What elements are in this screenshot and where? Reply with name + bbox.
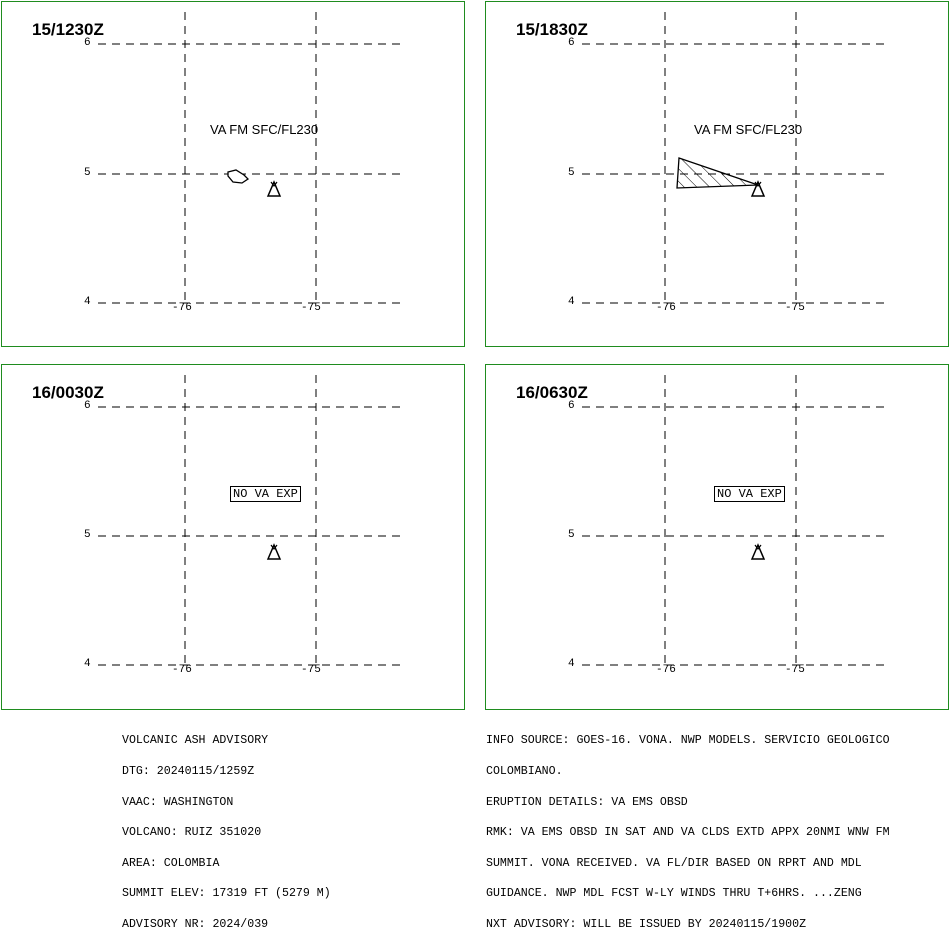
va-level-label: VA FM SFC/FL230 xyxy=(210,122,319,137)
lat-label-4: 4 xyxy=(84,296,91,308)
advisory-header-block xyxy=(122,716,331,940)
panel-time: 15/1230Z xyxy=(32,20,104,39)
lat-label-4: 4 xyxy=(84,658,91,670)
volcano-icon xyxy=(752,545,764,559)
no-va-exp-label: NO VA EXP xyxy=(714,486,785,502)
lon-label-76: -76 xyxy=(656,664,676,676)
lat-label-5: 5 xyxy=(84,529,91,541)
advisory-line: AREA: COLOMBIA xyxy=(122,856,220,870)
lat-label-6: 6 xyxy=(84,400,91,412)
advisory-line: VOLCANIC ASH ADVISORY xyxy=(122,734,269,748)
map-panel-1 xyxy=(1,1,465,347)
advisory-line: SUMMIT ELEV: 17319 FT (5279 M) xyxy=(122,887,331,901)
map-grid xyxy=(2,2,466,348)
ash-polygon xyxy=(677,158,758,188)
advisory-line: COLOMBIANO. xyxy=(486,765,563,778)
panel-time: 15/1830Z xyxy=(516,20,588,39)
advisory-line: DTG: 20240115/1259Z xyxy=(122,765,255,778)
lat-label-6: 6 xyxy=(84,37,91,49)
panel-time: 16/0030Z xyxy=(32,383,104,402)
advisory-line: RMK: VA EMS OBSD IN SAT AND VA CLDS EXTD APPX 20NMI WNW FM xyxy=(486,826,890,840)
lat-label-6: 6 xyxy=(568,37,575,49)
lon-label-75: -75 xyxy=(301,664,321,676)
advisory-remarks-block xyxy=(486,716,890,940)
lat-label-6: 6 xyxy=(568,400,575,412)
lat-label-5: 5 xyxy=(84,167,91,179)
map-grid xyxy=(486,2,950,348)
lon-label-75: -75 xyxy=(785,664,805,676)
no-va-exp-label: NO VA EXP xyxy=(230,486,301,502)
advisory-line: GUIDANCE. NWP MDL FCST W-LY WINDS THRU T+6HRS. ...ZENG xyxy=(486,887,862,901)
advisory-line: VOLCANO: RUIZ 351020 xyxy=(122,826,262,840)
volcano-icon xyxy=(268,182,280,196)
advisory-line: INFO SOURCE: GOES-16. VONA. NWP MODELS. SERVICIO GEOLOGICO xyxy=(486,734,890,748)
panel-time: 16/0630Z xyxy=(516,383,588,402)
lat-label-5: 5 xyxy=(568,167,575,179)
lat-label-5: 5 xyxy=(568,529,575,541)
advisory-line: NXT ADVISORY: WILL BE ISSUED BY 20240115/1900Z xyxy=(486,917,807,931)
advisory-line: ERUPTION DETAILS: VA EMS OBSD xyxy=(486,795,688,809)
lon-label-76: -76 xyxy=(172,664,192,676)
lon-label-76: -76 xyxy=(172,302,192,314)
map-grid xyxy=(486,365,950,711)
volcano-icon xyxy=(268,545,280,559)
lat-label-4: 4 xyxy=(568,296,575,308)
va-level-label: VA FM SFC/FL230 xyxy=(694,122,803,137)
lon-label-76: -76 xyxy=(656,302,676,314)
advisory-line: ADVISORY NR: 2024/039 xyxy=(122,917,269,931)
advisory-line: VAAC: WASHINGTON xyxy=(122,795,234,809)
lon-label-75: -75 xyxy=(785,302,805,314)
lon-label-75: -75 xyxy=(301,302,321,314)
lat-label-4: 4 xyxy=(568,658,575,670)
map-panel-4 xyxy=(485,364,949,710)
map-grid xyxy=(2,365,466,711)
advisory-line: SUMMIT. VONA RECEIVED. VA FL/DIR BASED ON RPRT AND MDL xyxy=(486,856,862,870)
ash-polygon xyxy=(228,170,248,183)
map-panel-2 xyxy=(485,1,949,347)
map-panel-3 xyxy=(1,364,465,710)
